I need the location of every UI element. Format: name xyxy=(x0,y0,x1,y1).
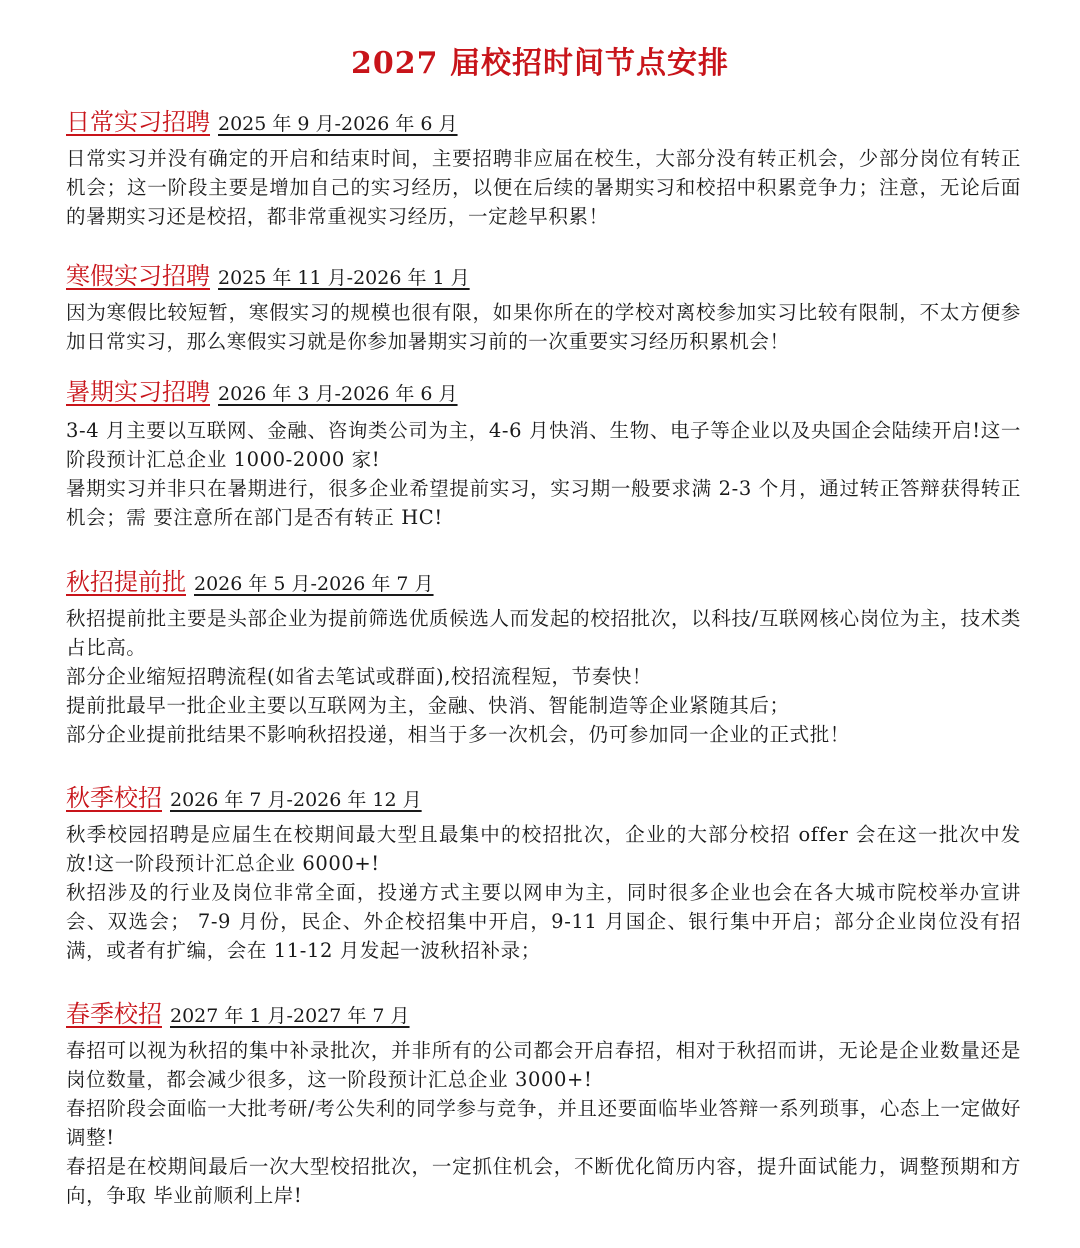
section-heading-autumn-early-batch xyxy=(66,562,434,597)
paragraph: 提前批最早一批企业主要以互联网为主，金融、快消、智能制造等企业紧随其后； xyxy=(66,694,790,717)
section-date: 2025 年 9 月-2026 年 6 月 xyxy=(218,113,458,135)
paragraph: 秋招涉及的行业及岗位非常全面，投递方式主要以网申为主，同时很多企业也会在各大城市院校举办宣讲会、双选会； 7-9 月份，民企、外企校招集中开启，9-11 月国企、银行集中开启；部分企业岗位没有招满，或者有扩编，会在 11-12 月发起一波秋招补录； xyxy=(66,881,1021,962)
section-body-daily-internship xyxy=(66,144,1021,231)
section-name: 春季校招 xyxy=(66,1000,162,1028)
section-body-autumn-recruitment xyxy=(66,820,1021,965)
section-heading-autumn-recruitment xyxy=(66,778,422,813)
section-body-spring-recruitment xyxy=(66,1036,1021,1210)
section-name: 寒假实习招聘 xyxy=(66,262,210,290)
paragraph: 秋季校园招聘是应届生在校期间最大型且最集中的校招批次，企业的大部分校招 offer 会在这一批次中发放!这一阶段预计汇总企业 6000+! xyxy=(66,823,1021,875)
paragraph: 秋招提前批主要是头部企业为提前筛选优质候选人而发起的校招批次，以科技/互联网核心岗位为主，技术类占比高。 xyxy=(66,607,1021,659)
section-name: 秋招提前批 xyxy=(66,568,186,596)
section-date: 2026 年 7 月-2026 年 12 月 xyxy=(170,789,422,811)
section-name: 暑期实习招聘 xyxy=(66,378,210,406)
section-heading-spring-recruitment xyxy=(66,994,410,1029)
paragraph: 因为寒假比较短暂，寒假实习的规模也很有限，如果你所在的学校对离校参加实习比较有限制，不太方便参加日常实习，那么寒假实习就是你参加暑期实习前的一次重要实习经历积累机会！ xyxy=(66,301,1021,353)
paragraph: 日常实习并没有确定的开启和结束时间，主要招聘非应届在校生，大部分没有转正机会，少部分岗位有转正机会；这一阶段主要是增加自己的实习经历，以便在后续的暑期实习和校招中积累竞争力；注意，无论后面的暑期实习还是校招，都非常重视实习经历，一定趁早积累！ xyxy=(66,147,1021,228)
section-body-autumn-early-batch xyxy=(66,604,1021,749)
paragraph: 部分企业提前批结果不影响秋招投递，相当于多一次机会，仍可参加同一企业的正式批！ xyxy=(66,723,850,746)
section-heading-winter-internship xyxy=(66,256,470,291)
paragraph: 3-4 月主要以互联网、金融、咨询类公司为主，4-6 月快消、生物、电子等企业以及央国企会陆续开启!这一阶段预计汇总企业 1000-2000 家! xyxy=(66,419,1021,471)
section-date: 2025 年 11 月-2026 年 1 月 xyxy=(218,267,470,289)
section-date: 2027 年 1 月-2027 年 7 月 xyxy=(170,1005,410,1027)
section-name: 秋季校招 xyxy=(66,784,162,812)
paragraph: 春招是在校期间最后一次大型校招批次，一定抓住机会，不断优化简历内容，提升面试能力，调整预期和方向，争取 毕业前顺利上岸! xyxy=(66,1155,1021,1207)
section-date: 2026 年 3 月-2026 年 6 月 xyxy=(218,383,458,405)
section-heading-summer-internship xyxy=(66,372,458,407)
paragraph: 部分企业缩短招聘流程(如省去笔试或群面),校招流程短，节奏快！ xyxy=(66,665,653,688)
section-date: 2026 年 5 月-2026 年 7 月 xyxy=(194,573,434,595)
section-heading-daily-internship xyxy=(66,102,458,137)
paragraph: 暑期实习并非只在暑期进行，很多企业希望提前实习，实习期一般要求满 2-3 个月，通过转正答辩获得转正机会；需 要注意所在部门是否有转正 HC! xyxy=(66,477,1021,529)
page-title: 2027 届校招时间节点安排 xyxy=(351,46,729,81)
paragraph: 春招可以视为秋招的集中补录批次，并非所有的公司都会开启春招，相对于秋招而讲，无论是企业数量还是岗位数量，都会减少很多，这一阶段预计汇总企业 3000+! xyxy=(66,1039,1021,1091)
section-body-summer-internship xyxy=(66,416,1021,532)
section-body-winter-internship xyxy=(66,298,1021,356)
paragraph: 春招阶段会面临一大批考研/考公失利的同学参与竞争，并且还要面临毕业答辩一系列琐事，心态上一定做好调整! xyxy=(66,1097,1021,1149)
section-name: 日常实习招聘 xyxy=(66,108,210,136)
